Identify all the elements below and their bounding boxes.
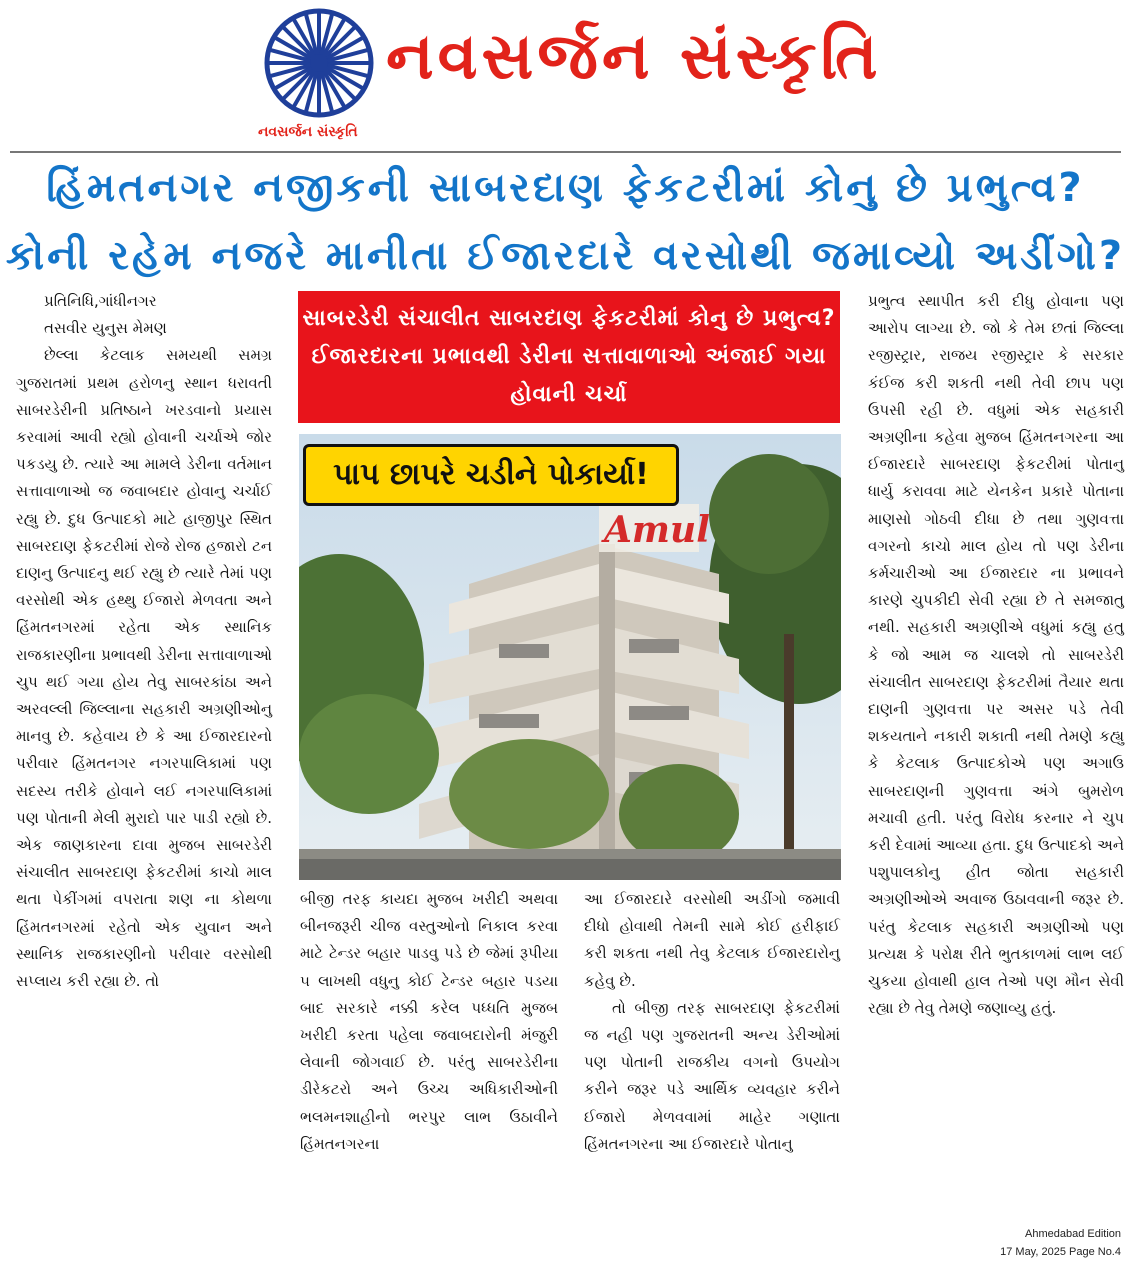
article-paragraph: આ ઈજારદારે વરસોથી અડીંગો જમાવી દીધો હોવાથી તેમની સામે કોઈ હરીફાઈ કરી શકતા નથી તેવુ કેટલાક ઈજારદારોનુ કહેવુ છે. [584, 890, 840, 990]
article-paragraph: પ્રભુત્વ સ્થાપીત કરી દીધુ હોવાના પણ આરોપ લાગ્યા છે. જો કે તેમ છતાં જિલ્લા રજીસ્ટ્રાર, રાજય રજીસ્ટ્રાર કે સરકાર કંઈજ કરી શકતી નથી તેવી છાપ પણ ઉપસી રહી છે. વધુમાં એક સહકારી અગ્રણીના કહેવા મુજબ હિંમતનગરના આ ઈજારદારે સાબરદાણ ફેકટરીમાં પોતાનુ ધાર્યુ કરાવવા માટે યેનકેન પ્રકારે પોતાના માણસો ગોઠવી દીધા છે તથા ગુણવત્તા વગરનો કાચો માલ હોય તો પણ ડેરીના કર્મચારીઓ આ ઈજારદાર ના પ્રભાવને કારણે ચુપકીદી સેવી રહ્યા છે તે સમજાતુ નથી. સહકારી અગ્રણીએ વધુમાં કહ્યુ હતુ કે જો આમ જ ચાલશે તો સાબરડેરી સંચાલીત સાબરદાણ ફેકટરીમાં તૈયાર થતા દાણની ગુણવત્તા પર અસર પડે તેવી શકયતાને નકારી શકાતી નથી તેમણે કહ્યુ કે કેટલાક ઉત્પાદકોએ પણ અગાઉ સાબરદાણની ગુણવત્તા અંગે બુમરોળ મચાવી હતી. પરંતુ વિરોધ કરનાર ને ચુપ કરી દેવામાં આવ્યા હતા. દુધ ઉત્પાદકો અને પશુપાલકોનુ હીત જોતા સહકારી અગ્રણીઓએ અવાજ ઉઠાવવાની જરૂર છે. પરંતુ કેટલાક સહકારી અગ્રણીઓ પણ પ્રત્યક્ષ કે પરોક્ષ રીતે ભુતકાળમાં લાભ લઈ ચુકયા હોવાથી હાલ તેઓ પણ મૌન સેવી રહ્યા છે તેવુ તેમણે જણાવ્યુ હતું. [868, 292, 1124, 1018]
article-paragraph: બીજી તરફ કાયદા મુજબ ખરીદી અથવા બીનજરૂરી ચીજ વસ્તુઓનો નિકાલ કરવા માટે ટેન્ડર બહાર પાડવુ પડે છે જેમાં રૂપીયા ૫ લાખથી વધુનુ કોઈ ટેન્ડર બહાર પડયા બાદ સરકારે નક્કી કરેલ પધ્ધતિ મુજબ ખરીદી કરતા પહેલા જવાબદારોની મંજુરી લેવાની જોગવાઈ છે. પરંતુ સાબરડેરીના ડીરેકટરો અને ઉચ્ચ અધિકારીઓની ભલમનશાહીનો ભરપુર લાભ ઉઠાવીને હિંમતનગરના [300, 890, 558, 1153]
edition-date-page: 17 May, 2025 Page No.4 [1000, 1246, 1121, 1258]
highlight-box: સાબરડેરી સંચાલીત સાબરદાણ ફેકટરીમાં કોનુ છે પ્રભુત્વ? ઈજારદારના પ્રભાવથી ડેરીના સત્તાવાળાઓ અંજાઈ ગયા હોવાની ચર્ચા [298, 291, 840, 423]
article-column-4 [868, 288, 1124, 1022]
article-paragraph: છેલ્લા કેટલાક સમયથી સમગ્ર ગુજરાતમાં પ્રથમ હરોળનુ સ્થાન ધરાવતી સાબરડેરીની પ્રતિષ્ઠાને ખરડવાનો પ્રયાસ કરવામાં આવી રહ્યો હોવાની ચર્ચાએ જોર પકડયુ છે. ત્યારે આ મામલે ડેરીના વર્તમાન સત્તાવાળાઓ જ જવાબદાર હોવાનુ ચર્ચાઈ રહ્યુ છે. દુધ ઉત્પાદકો માટે હાજીપુર સ્થિત સાબરદાણ ફેકટરીમાં રોજે રોજ હજારો ટન દાણનુ ઉત્પાદનુ થઈ રહ્યુ છે ત્યારે તેમાં પણ વરસોથી એક હથ્થુ ઈજારો મેળવતા અને હિંમતનગરમાં રહેતા એક સ્થાનિક રાજકારણીના પ્રભાવથી ડેરીના સત્તાવાળાઓ ચુપ થઈ ગયા હોય તેવુ સાબરકાંઠા અને અરવલ્લી જિલ્લાના સહકારી અગ્રણીઓનુ માનવુ છે. કહેવાય છે કે આ ઈજારદારનો પરીવાર હિંમતનગર નગરપાલિકામાં પણ સદસ્ય તરીકે હોવાને લઈ નગરપાલિકામાં પણ પોતાની મેલી મુરાદો પાર પાડી રહ્યો છે. એક જાણકારના દાવા મુજબ સાબરડેરી સંચાલીત સાબરદાણ ફેકટરીમાં કાચો માલ થતા પેકીંગમાં વપરાતા શણ ના કોથળા હિંમતનગરમાં રહેતો એક યુવાન અને સ્થાનિક રાજકારણીનો પરીવાર વરસોથી સપ્લાય કરી રહ્યા છે. તો [16, 346, 272, 991]
article-column-2 [300, 886, 558, 1158]
masthead [0, 0, 1131, 150]
edition-name: Ahmedabad Edition [1024, 1228, 1121, 1240]
article-paragraph: તો બીજી તરફ સાબરદાણ ફેકટરીમાં જ નહી પણ ગુજરાતની અન્ય ડેરીઓમાં પણ પોતાની રાજકીય વગનો ઉપયોગ કરીને જરૂર પડે આર્થિક વ્યવહાર કરીને ઈજારો મેળવવામાં માહેર ગણાતા હિંમતનગરના આ ઈજારદારે પોતાનુ [584, 998, 840, 1153]
headline-line-2: કોની રહેમ નજરે માનીતા ઈજારદારે વરસોથી જમાવ્યો અડીંગો? [5, 233, 1126, 279]
photo-credit: તસવીર યુનુસ મેમણ [44, 319, 167, 338]
article-column-3 [584, 886, 840, 1158]
building-sign-text: Amul [604, 509, 710, 551]
edition-info [1000, 1225, 1121, 1261]
article-column-1 [16, 288, 272, 995]
article-photo [299, 434, 841, 880]
photo-caption-badge: પાપ છાપરે ચડીને પોકાર્યા! [303, 444, 679, 506]
newspaper-logo-text: નવસર્જન સંસ્કૃતિ [386, 20, 882, 94]
chakra-wheel-icon [262, 6, 376, 120]
masthead-divider [10, 151, 1121, 153]
headline-line-1: હિંમતનગર નજીકની સાબરદાણ ફેકટરીમાં કોનુ છે પ્રભુત્વ? [46, 165, 1085, 211]
reporter-credit: પ્રતિનિધિ,ગાંધીનગર [44, 292, 157, 310]
newspaper-logo-subtext: નવસર્જન સંસ્કૃતિ [258, 124, 358, 140]
